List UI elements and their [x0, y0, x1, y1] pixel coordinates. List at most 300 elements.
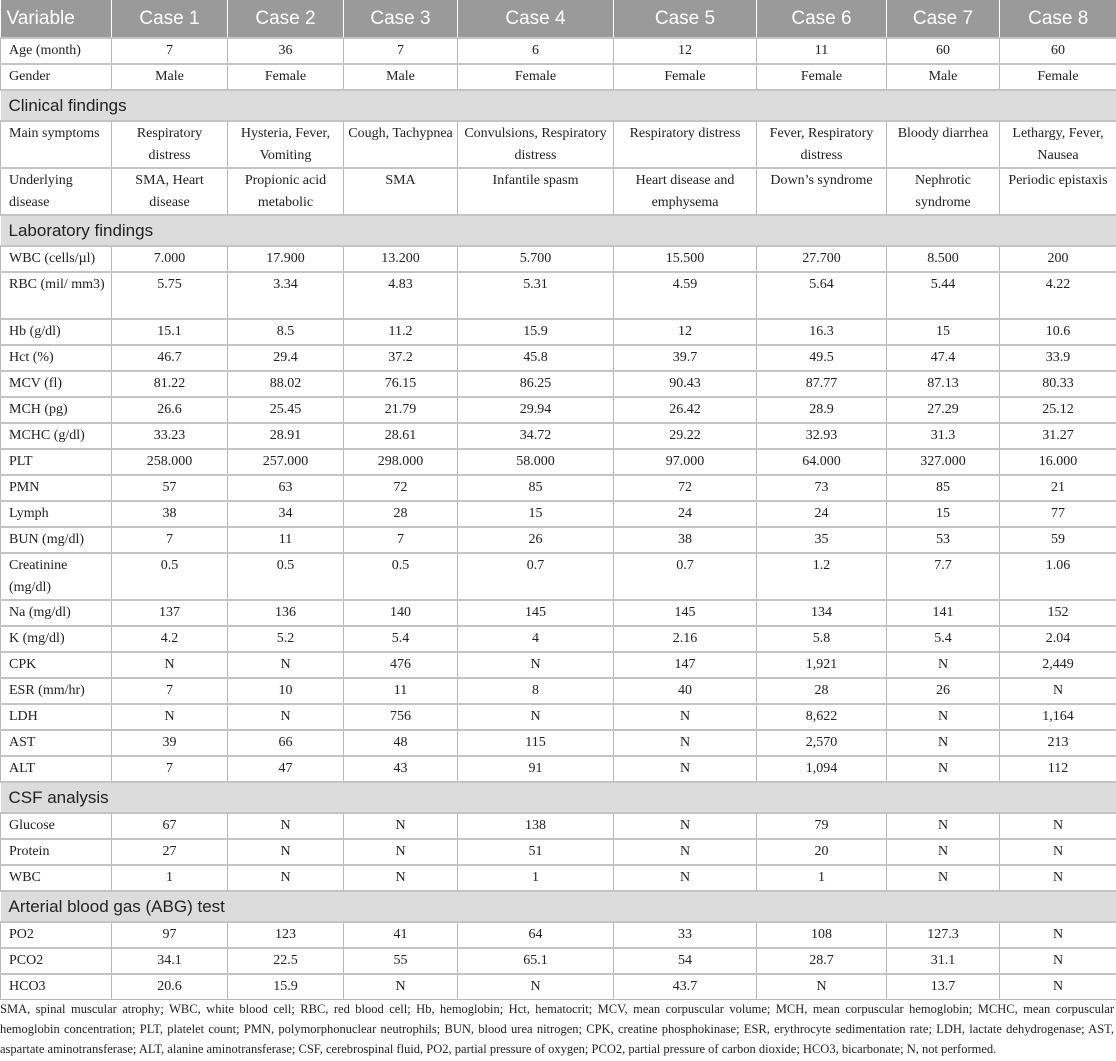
table-row: [1, 600, 1116, 626]
cell-case-8: 33.9: [1000, 345, 1116, 371]
cell-case-4: N: [458, 974, 614, 1000]
cell-case-7: N: [887, 839, 1000, 865]
cell-case-5: 2.16: [614, 626, 757, 652]
table-header: [1, 0, 1116, 38]
row-label: PO2: [1, 922, 112, 948]
cell-case-8: 112: [1000, 756, 1116, 782]
cell-case-8: 60: [1000, 38, 1116, 64]
cell-case-6: 28: [757, 678, 887, 704]
cell-case-6: 79: [757, 813, 887, 839]
cell-case-5: 40: [614, 678, 757, 704]
cell-case-8: 16.000: [1000, 449, 1116, 475]
table-row: [1, 948, 1116, 974]
cell-case-2: 17.900: [228, 246, 344, 272]
cell-case-1: 26.6: [112, 397, 228, 423]
table-row: [1, 168, 1116, 215]
cell-case-4: 45.8: [458, 345, 614, 371]
cell-case-8: 1.06: [1000, 553, 1116, 600]
cell-case-7: 327.000: [887, 449, 1000, 475]
table-row: [1, 730, 1116, 756]
cell-case-7: 7.7: [887, 553, 1000, 600]
cell-case-8: Female: [1000, 64, 1116, 90]
section-title: Laboratory findings: [1, 215, 1116, 246]
row-label: Hb (g/dl): [1, 319, 112, 345]
cell-case-7: 53: [887, 527, 1000, 553]
cell-case-7: 13.7: [887, 974, 1000, 1000]
table-row: [1, 449, 1116, 475]
section-title: Arterial blood gas (ABG) test: [1, 891, 1116, 922]
cell-case-2: 28.91: [228, 423, 344, 449]
row-label: CPK: [1, 652, 112, 678]
row-label: Lymph: [1, 501, 112, 527]
table-row: [1, 397, 1116, 423]
cell-case-7: N: [887, 730, 1000, 756]
cell-case-7: 87.13: [887, 371, 1000, 397]
cell-case-8: Periodic epistaxis: [1000, 168, 1116, 215]
cell-case-1: N: [112, 704, 228, 730]
row-label: ESR (mm/hr): [1, 678, 112, 704]
cell-case-5: N: [614, 865, 757, 891]
cell-case-6: 32.93: [757, 423, 887, 449]
cell-case-7: 31.1: [887, 948, 1000, 974]
cell-case-2: Female: [228, 64, 344, 90]
cell-case-4: 85: [458, 475, 614, 501]
cell-case-3: N: [344, 813, 458, 839]
cell-case-8: 31.27: [1000, 423, 1116, 449]
cell-case-2: N: [228, 865, 344, 891]
cell-case-1: 1: [112, 865, 228, 891]
cell-case-4: Infantile spasm: [458, 168, 614, 215]
cell-case-7: N: [887, 813, 1000, 839]
row-label: K (mg/dl): [1, 626, 112, 652]
cell-case-3: 0.5: [344, 553, 458, 600]
cell-case-2: 15.9: [228, 974, 344, 1000]
cell-case-5: 72: [614, 475, 757, 501]
cell-case-6: 1.2: [757, 553, 887, 600]
row-label: PLT: [1, 449, 112, 475]
cell-case-3: 76.15: [344, 371, 458, 397]
cell-case-5: 145: [614, 600, 757, 626]
table-row: [1, 704, 1116, 730]
cell-case-6: 27.700: [757, 246, 887, 272]
cell-case-5: 33: [614, 922, 757, 948]
header-case-1: Case 1: [112, 0, 228, 38]
cell-case-1: 15.1: [112, 319, 228, 345]
cell-case-5: 97.000: [614, 449, 757, 475]
cell-case-7: 15: [887, 501, 1000, 527]
cell-case-3: N: [344, 839, 458, 865]
table-footnote: SMA, spinal muscular atrophy; WBC, white blood cell; RBC, red blood cell; Hb, hemoglobin; Hct, hematocrit; MCV, mean corpuscular volume; MCH, mean corpuscular hemoglobin; MCHC, mean corpuscular hemoglobin concentration; PLT, platelet count; PMN, polymorphonuclear neutrophils; BUN, blood urea nitrogen; CPK, creatine phosphokinase; ESR, erythrocyte sedimentation rate; LDH, lactate dehydrogenase; AST, aspartate aminotransferase; ALT, alanine aminotransferase; CSF, cerebrospinal fluid, PO2, partial pressure of oxygen; PCO2, partial pressure of carbon dioxide; HCO3, bicarbonate; N, not performed.: [0, 1002, 1114, 1056]
cell-case-5: 38: [614, 527, 757, 553]
cell-case-5: 39.7: [614, 345, 757, 371]
cell-case-8: N: [1000, 922, 1116, 948]
table-row: [1, 678, 1116, 704]
cell-case-5: 12: [614, 38, 757, 64]
row-label: PMN: [1, 475, 112, 501]
cell-case-2: 10: [228, 678, 344, 704]
cell-case-3: 756: [344, 704, 458, 730]
cell-case-5: N: [614, 704, 757, 730]
cell-case-2: 257.000: [228, 449, 344, 475]
cell-case-3: 11.2: [344, 319, 458, 345]
cell-case-5: N: [614, 813, 757, 839]
cell-case-1: 57: [112, 475, 228, 501]
section-header-row: [1, 90, 1116, 121]
cell-case-1: 67: [112, 813, 228, 839]
cell-case-3: N: [344, 974, 458, 1000]
header-row: [1, 0, 1116, 38]
cell-case-6: 108: [757, 922, 887, 948]
row-label: BUN (mg/dl): [1, 527, 112, 553]
cell-case-4: 34.72: [458, 423, 614, 449]
cell-case-5: 12: [614, 319, 757, 345]
cell-case-1: 97: [112, 922, 228, 948]
row-label: Na (mg/dl): [1, 600, 112, 626]
cell-case-8: 21: [1000, 475, 1116, 501]
cell-case-8: N: [1000, 678, 1116, 704]
cell-case-1: 137: [112, 600, 228, 626]
cell-case-3: 298.000: [344, 449, 458, 475]
row-label: PCO2: [1, 948, 112, 974]
cell-case-6: 5.64: [757, 272, 887, 319]
cell-case-3: 140: [344, 600, 458, 626]
cell-case-4: 26: [458, 527, 614, 553]
cell-case-6: 64.000: [757, 449, 887, 475]
cell-case-8: 25.12: [1000, 397, 1116, 423]
cell-case-2: N: [228, 704, 344, 730]
cell-case-6: 5.8: [757, 626, 887, 652]
cell-case-8: 77: [1000, 501, 1116, 527]
row-label: ALT: [1, 756, 112, 782]
cell-case-5: Female: [614, 64, 757, 90]
row-label: Creatinine (mg/dl): [1, 553, 112, 600]
cell-case-2: 11: [228, 527, 344, 553]
cell-case-7: 60: [887, 38, 1000, 64]
cell-case-3: 43: [344, 756, 458, 782]
cell-case-7: N: [887, 704, 1000, 730]
cell-case-5: Respiratory distress: [614, 121, 757, 168]
cell-case-8: N: [1000, 839, 1116, 865]
cell-case-7: 5.4: [887, 626, 1000, 652]
table-row: [1, 475, 1116, 501]
cell-case-2: 66: [228, 730, 344, 756]
cell-case-2: 3.34: [228, 272, 344, 319]
row-label: WBC (cells/µl): [1, 246, 112, 272]
cell-case-4: 5.31: [458, 272, 614, 319]
cell-case-1: Male: [112, 64, 228, 90]
header-case-8: Case 8: [1000, 0, 1116, 38]
header-case-4: Case 4: [458, 0, 614, 38]
table-row: [1, 246, 1116, 272]
cell-case-3: Cough, Tachypnea: [344, 121, 458, 168]
cell-case-1: Respiratory distress: [112, 121, 228, 168]
section-header-row: [1, 782, 1116, 813]
cell-case-6: 16.3: [757, 319, 887, 345]
cell-case-2: Propionic acid metabolic: [228, 168, 344, 215]
cell-case-3: 48: [344, 730, 458, 756]
cell-case-1: 39: [112, 730, 228, 756]
cell-case-3: 13.200: [344, 246, 458, 272]
cell-case-6: 24: [757, 501, 887, 527]
header-case-7: Case 7: [887, 0, 1000, 38]
cell-case-3: 41: [344, 922, 458, 948]
cell-case-6: 1,094: [757, 756, 887, 782]
cell-case-7: N: [887, 865, 1000, 891]
row-label: MCH (pg): [1, 397, 112, 423]
cell-case-1: 7: [112, 527, 228, 553]
cell-case-4: 86.25: [458, 371, 614, 397]
cell-case-8: 80.33: [1000, 371, 1116, 397]
section-title: CSF analysis: [1, 782, 1116, 813]
row-label: Underlying disease: [1, 168, 112, 215]
header-case-6: Case 6: [757, 0, 887, 38]
cell-case-7: 26: [887, 678, 1000, 704]
cell-case-5: N: [614, 839, 757, 865]
cell-case-2: 36: [228, 38, 344, 64]
table-row: [1, 121, 1116, 168]
cell-case-2: 63: [228, 475, 344, 501]
table-body: [1, 38, 1116, 1000]
cell-case-3: 4.83: [344, 272, 458, 319]
cell-case-1: 4.2: [112, 626, 228, 652]
cell-case-1: 7.000: [112, 246, 228, 272]
cell-case-8: 59: [1000, 527, 1116, 553]
cell-case-4: 145: [458, 600, 614, 626]
cell-case-8: Lethargy, Fever, Nausea: [1000, 121, 1116, 168]
row-label: MCHC (g/dl): [1, 423, 112, 449]
cell-case-2: 29.4: [228, 345, 344, 371]
cell-case-4: 5.700: [458, 246, 614, 272]
cell-case-5: 15.500: [614, 246, 757, 272]
table-row: [1, 626, 1116, 652]
cell-case-7: 85: [887, 475, 1000, 501]
cell-case-6: Female: [757, 64, 887, 90]
cell-case-3: 7: [344, 38, 458, 64]
cell-case-2: 47: [228, 756, 344, 782]
cell-case-1: 46.7: [112, 345, 228, 371]
cell-case-1: 27: [112, 839, 228, 865]
cell-case-5: 29.22: [614, 423, 757, 449]
cell-case-2: N: [228, 652, 344, 678]
cell-case-6: N: [757, 974, 887, 1000]
cell-case-1: 7: [112, 678, 228, 704]
cell-case-5: N: [614, 756, 757, 782]
cell-case-3: N: [344, 865, 458, 891]
cell-case-4: 29.94: [458, 397, 614, 423]
cell-case-1: 7: [112, 38, 228, 64]
cell-case-2: 22.5: [228, 948, 344, 974]
cell-case-8: 152: [1000, 600, 1116, 626]
cell-case-8: N: [1000, 813, 1116, 839]
row-label: LDH: [1, 704, 112, 730]
cell-case-3: 7: [344, 527, 458, 553]
cell-case-4: 115: [458, 730, 614, 756]
table-row: [1, 272, 1116, 319]
cell-case-3: 28.61: [344, 423, 458, 449]
cell-case-6: 20: [757, 839, 887, 865]
header-case-3: Case 3: [344, 0, 458, 38]
cell-case-6: 35: [757, 527, 887, 553]
cell-case-2: N: [228, 813, 344, 839]
cell-case-8: 1,164: [1000, 704, 1116, 730]
cell-case-7: Nephrotic syndrome: [887, 168, 1000, 215]
cell-case-4: N: [458, 652, 614, 678]
section-title: Clinical findings: [1, 90, 1116, 121]
cell-case-4: N: [458, 704, 614, 730]
row-label: HCO3: [1, 974, 112, 1000]
cell-case-6: 8,622: [757, 704, 887, 730]
cell-case-7: 31.3: [887, 423, 1000, 449]
row-label: AST: [1, 730, 112, 756]
cell-case-4: 65.1: [458, 948, 614, 974]
row-label: MCV (fl): [1, 371, 112, 397]
cell-case-7: 127.3: [887, 922, 1000, 948]
row-label: Age (month): [1, 38, 112, 64]
table-row: [1, 64, 1116, 90]
cell-case-4: 6: [458, 38, 614, 64]
cell-case-4: 58.000: [458, 449, 614, 475]
cell-case-4: Convulsions, Respiratory distress: [458, 121, 614, 168]
table-row: [1, 319, 1116, 345]
row-label: RBC (mil/ mm3): [1, 272, 112, 319]
cell-case-7: 8.500: [887, 246, 1000, 272]
cell-case-3: 476: [344, 652, 458, 678]
cell-case-3: 28: [344, 501, 458, 527]
cell-case-1: 0.5: [112, 553, 228, 600]
cell-case-7: Male: [887, 64, 1000, 90]
cell-case-4: 51: [458, 839, 614, 865]
row-label: Protein: [1, 839, 112, 865]
table-row: [1, 371, 1116, 397]
cell-case-2: 123: [228, 922, 344, 948]
cell-case-3: 5.4: [344, 626, 458, 652]
cell-case-1: 34.1: [112, 948, 228, 974]
cell-case-6: 87.77: [757, 371, 887, 397]
row-label: Hct (%): [1, 345, 112, 371]
cell-case-2: Hysteria, Fever, Vomiting: [228, 121, 344, 168]
cell-case-8: 2,449: [1000, 652, 1116, 678]
row-label: Glucose: [1, 813, 112, 839]
section-header-row: [1, 215, 1116, 246]
cell-case-4: 0.7: [458, 553, 614, 600]
cell-case-5: 54: [614, 948, 757, 974]
header-case-2: Case 2: [228, 0, 344, 38]
header-variable: Variable: [1, 0, 112, 38]
row-label: Main symptoms: [1, 121, 112, 168]
table-row: [1, 839, 1116, 865]
cell-case-3: 21.79: [344, 397, 458, 423]
cell-case-7: Bloody diarrhea: [887, 121, 1000, 168]
cell-case-8: N: [1000, 948, 1116, 974]
cell-case-3: 72: [344, 475, 458, 501]
table-row: [1, 345, 1116, 371]
cell-case-6: 1,921: [757, 652, 887, 678]
cell-case-6: 1: [757, 865, 887, 891]
row-label: Gender: [1, 64, 112, 90]
cell-case-5: Heart disease and emphysema: [614, 168, 757, 215]
cell-case-6: 73: [757, 475, 887, 501]
cell-case-5: 43.7: [614, 974, 757, 1000]
cell-case-8: 213: [1000, 730, 1116, 756]
cell-case-3: Male: [344, 64, 458, 90]
cell-case-6: 28.9: [757, 397, 887, 423]
cell-case-1: 20.6: [112, 974, 228, 1000]
cell-case-7: 27.29: [887, 397, 1000, 423]
cell-case-4: 91: [458, 756, 614, 782]
table-row: [1, 813, 1116, 839]
cell-case-2: 0.5: [228, 553, 344, 600]
cell-case-7: N: [887, 756, 1000, 782]
cell-case-4: 138: [458, 813, 614, 839]
cell-case-1: 33.23: [112, 423, 228, 449]
cell-case-8: N: [1000, 974, 1116, 1000]
cell-case-8: 200: [1000, 246, 1116, 272]
cell-case-1: N: [112, 652, 228, 678]
table-row: [1, 553, 1116, 600]
cell-case-7: N: [887, 652, 1000, 678]
cell-case-7: 15: [887, 319, 1000, 345]
table-row: [1, 527, 1116, 553]
cell-case-4: 15: [458, 501, 614, 527]
cell-case-1: 258.000: [112, 449, 228, 475]
cell-case-8: N: [1000, 865, 1116, 891]
cell-case-2: 136: [228, 600, 344, 626]
cell-case-2: 5.2: [228, 626, 344, 652]
cell-case-8: 2.04: [1000, 626, 1116, 652]
table-row: [1, 38, 1116, 64]
table-row: [1, 501, 1116, 527]
cell-case-5: 4.59: [614, 272, 757, 319]
cell-case-6: 134: [757, 600, 887, 626]
cell-case-4: 4: [458, 626, 614, 652]
cell-case-2: 8.5: [228, 319, 344, 345]
cell-case-8: 4.22: [1000, 272, 1116, 319]
cell-case-5: 147: [614, 652, 757, 678]
table-row: [1, 756, 1116, 782]
cell-case-2: 25.45: [228, 397, 344, 423]
cell-case-1: 7: [112, 756, 228, 782]
cell-case-8: 10.6: [1000, 319, 1116, 345]
cell-case-3: SMA: [344, 168, 458, 215]
cell-case-6: 28.7: [757, 948, 887, 974]
table-row: [1, 652, 1116, 678]
cell-case-3: 11: [344, 678, 458, 704]
cell-case-2: 34: [228, 501, 344, 527]
header-case-5: Case 5: [614, 0, 757, 38]
cell-case-6: Down’s syndrome: [757, 168, 887, 215]
cell-case-5: N: [614, 730, 757, 756]
cell-case-3: 37.2: [344, 345, 458, 371]
cell-case-5: 0.7: [614, 553, 757, 600]
cell-case-1: SMA, Heart disease: [112, 168, 228, 215]
cell-case-7: 47.4: [887, 345, 1000, 371]
cell-case-2: 88.02: [228, 371, 344, 397]
table-row: [1, 974, 1116, 1000]
cell-case-6: 11: [757, 38, 887, 64]
cell-case-6: Fever, Respiratory distress: [757, 121, 887, 168]
section-header-row: [1, 891, 1116, 922]
cell-case-4: 1: [458, 865, 614, 891]
table-row: [1, 423, 1116, 449]
cell-case-2: N: [228, 839, 344, 865]
cell-case-7: 5.44: [887, 272, 1000, 319]
cell-case-6: 2,570: [757, 730, 887, 756]
table-row: [1, 865, 1116, 891]
cell-case-5: 26.42: [614, 397, 757, 423]
cell-case-4: Female: [458, 64, 614, 90]
table-row: [1, 922, 1116, 948]
cell-case-4: 8: [458, 678, 614, 704]
